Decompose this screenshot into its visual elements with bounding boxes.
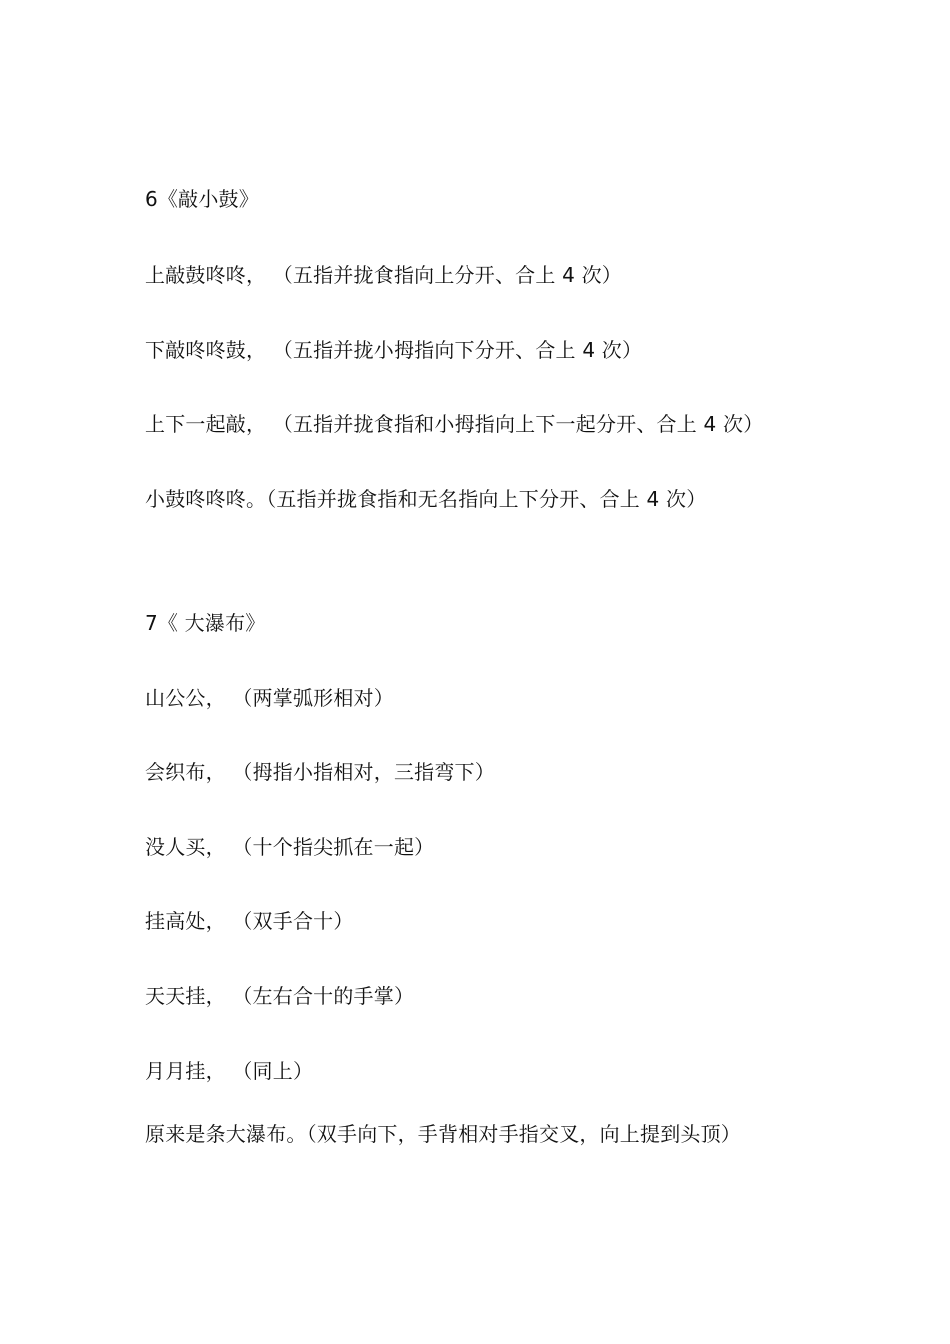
section-7-line-6: 月月挂， （同上）	[145, 1059, 314, 1083]
section-6-line-1: 上敲鼓咚咚， （五指并拢食指向上分开、合上 4 次）	[145, 263, 622, 287]
section-7-line-3: 没人买， （十个指尖抓在一起）	[145, 835, 435, 859]
section-7-title: 7《 大瀑布》	[145, 611, 266, 635]
section-7-line-2: 会织布， （拇指小指相对，三指弯下）	[145, 760, 495, 784]
section-6-title: 6《敲小鼓》	[145, 187, 259, 211]
section-7-line-1: 山公公， （两掌弧形相对）	[145, 686, 394, 710]
section-6-line-4: 小鼓咚咚咚。（五指并拢食指和无名指向上下分开、合上 4 次）	[145, 487, 707, 511]
section-7-line-4: 挂高处， （双手合十）	[145, 909, 354, 933]
section-7-line-7: 原来是条大瀑布。（双手向下，手背相对手指交叉，向上提到头顶）	[145, 1122, 741, 1146]
section-6-line-2: 下敲咚咚鼓， （五指并拢小拇指向下分开、合上 4 次）	[145, 338, 643, 362]
section-6-line-3: 上下一起敲， （五指并拢食指和小拇指向上下一起分开、合上 4 次）	[145, 412, 764, 436]
section-7-line-5: 天天挂， （左右合十的手掌）	[145, 984, 415, 1008]
